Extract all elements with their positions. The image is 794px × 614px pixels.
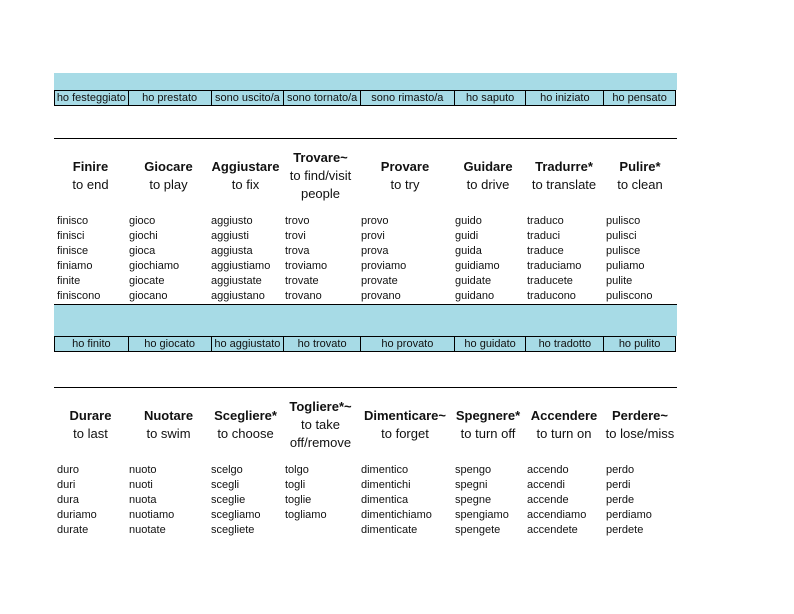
past-row-2 (54, 336, 676, 352)
conjugation-form: spegne (455, 494, 492, 506)
conjugation-form: spengiamo (455, 509, 509, 521)
translation: to translate (531, 177, 597, 192)
divider (54, 387, 677, 388)
past-cell: ho trovato (283, 337, 360, 351)
verb-header-nuotare (127, 407, 210, 443)
conjugation-form: aggiusto (211, 215, 253, 227)
past-cell: ho tradotto (525, 337, 603, 351)
conjugation-form: accendiamo (527, 509, 587, 521)
conjugation-list (57, 214, 100, 304)
past-cell: ho aggiustato (211, 337, 284, 351)
conjugation-form: guida (455, 245, 482, 257)
conjugation-form: duro (57, 464, 80, 476)
infinitive: Pulire* (619, 159, 661, 174)
conjugation-form: trova (285, 245, 310, 257)
past-cell: ho finito (72, 338, 111, 350)
conjugation-form: accendete (527, 524, 578, 536)
conjugation-form: trovo (285, 215, 310, 227)
conjugation-list (57, 463, 97, 538)
verb-header-provare (358, 158, 452, 194)
conjugation-form: duriamo (57, 509, 97, 521)
conjugation-form: pulisce (606, 245, 641, 257)
verb-header-dimenticare (358, 407, 452, 443)
past-cell: ho saputo (454, 91, 526, 105)
past-cell: sono tornato/a (283, 91, 360, 105)
conjugation-form: trovate (285, 275, 319, 287)
verb-header-accendere (524, 407, 604, 443)
conjugation-form: gioca (129, 245, 156, 257)
translation: to clean (617, 177, 663, 192)
verb-header-giocare (127, 158, 210, 194)
infinitive: Perdere~ (611, 408, 668, 423)
infinitive: Scegliere* (214, 408, 277, 423)
conjugation-form: aggiustiamo (211, 260, 271, 272)
conjugation-form: gioco (129, 215, 156, 227)
conjugation-form: togli (285, 479, 306, 491)
conjugation-form: traduce (527, 245, 564, 257)
conjugation-form: dimentichi (361, 479, 411, 491)
verb-header-scegliere (207, 407, 284, 443)
conjugation-list (455, 463, 509, 538)
conjugation-form: scegliamo (211, 509, 261, 521)
conjugation-form: puliamo (606, 260, 645, 272)
infinitive: Trovare~ (293, 150, 348, 165)
conjugation-form: perdiamo (606, 509, 652, 521)
conjugation-form: guidi (455, 230, 479, 242)
verb-header-togliere (281, 398, 360, 452)
conjugation-form: perdete (606, 524, 644, 536)
conjugation-form: pulisco (606, 215, 641, 227)
conjugation-form: nuoto (129, 464, 157, 476)
past-cell: ho giocato (128, 337, 211, 351)
conjugation-form: tolgo (285, 464, 309, 476)
conjugation-form: provano (361, 290, 401, 302)
translation: to take off/remove (289, 417, 352, 450)
translation: to find/visit people (289, 168, 352, 201)
infinitive: Togliere*~ (289, 399, 352, 414)
conjugation-list (527, 214, 581, 304)
verb-header-perdere (602, 407, 678, 443)
conjugation-form: finisce (57, 245, 89, 257)
conjugation-list (285, 463, 327, 523)
translation: to drive (466, 177, 510, 192)
infinitive: Accendere (530, 408, 598, 423)
conjugation-form: finite (57, 275, 81, 287)
conjugation-form: perdi (606, 479, 631, 491)
conjugation-form: provate (361, 275, 398, 287)
conjugation-form: sceglie (211, 494, 246, 506)
conjugation-form: traduciamo (527, 260, 582, 272)
divider (54, 138, 677, 139)
conjugation-form: aggiustate (211, 275, 262, 287)
translation: to last (73, 426, 108, 441)
past-cell: ho festeggiato (56, 92, 126, 104)
past-row-1 (54, 90, 676, 106)
conjugation-list (606, 463, 652, 538)
conjugation-list (527, 463, 586, 538)
conjugation-form: spegni (455, 479, 488, 491)
translation: to turn off (460, 426, 516, 441)
conjugation-form: scelgo (211, 464, 243, 476)
infinitive: Aggiustare (211, 159, 280, 174)
conjugation-form: guidiamo (455, 260, 500, 272)
translation: to turn on (536, 426, 592, 441)
conjugation-form: spengete (455, 524, 501, 536)
translation: to choose (217, 426, 274, 441)
translation: to lose/miss (605, 426, 675, 441)
conjugation-form: finisci (57, 230, 85, 242)
infinitive: Nuotare (143, 408, 194, 423)
verb-header-trovare (283, 149, 358, 203)
conjugation-form: toglie (285, 494, 312, 506)
verb-header-durare (54, 407, 127, 443)
conjugation-form: accendo (527, 464, 569, 476)
past-cell: ho guidato (454, 337, 526, 351)
past-cell: ho pulito (603, 337, 675, 351)
infinitive: Tradurre* (535, 159, 593, 174)
conjugation-form: giochiamo (129, 260, 180, 272)
past-cell: ho prestato (128, 91, 211, 105)
conjugation-list (606, 214, 652, 304)
conjugation-form: dimentico (361, 464, 409, 476)
conjugation-form: nuotate (129, 524, 166, 536)
conjugation-form: accendi (527, 479, 565, 491)
conjugation-form: provo (361, 215, 389, 227)
conjugation-form: scegliete (211, 524, 255, 536)
conjugation-form: prova (361, 245, 389, 257)
translation: to play (149, 177, 188, 192)
conjugation-form: scegli (211, 479, 240, 491)
conjugation-form: nuotiamo (129, 509, 175, 521)
conjugation-form: nuota (129, 494, 157, 506)
infinitive: Dimenticare~ (363, 408, 446, 423)
conjugation-form: trovi (285, 230, 306, 242)
conjugation-form: guidano (455, 290, 495, 302)
conjugation-form: finiamo (57, 260, 93, 272)
top-band (54, 73, 677, 90)
conjugation-form: giocano (129, 290, 168, 302)
past-cell: sono uscito/a (211, 91, 284, 105)
past-cell: ho iniziato (525, 91, 603, 105)
conjugation-form: durate (57, 524, 89, 536)
conjugation-form: aggiusti (211, 230, 249, 242)
conjugation-form: dimentichiamo (361, 509, 432, 521)
conjugation-form: traducono (527, 290, 576, 302)
conjugation-form: trovano (285, 290, 322, 302)
conjugation-list (361, 214, 406, 304)
conjugation-form: guido (455, 215, 482, 227)
verb-header-tradurre (524, 158, 604, 194)
translation: to end (72, 177, 109, 192)
infinitive: Spegnere* (455, 408, 521, 423)
conjugation-form: togliamo (285, 509, 327, 521)
past-cell: sono rimasto/a (360, 91, 454, 105)
verb-header-finire (54, 158, 127, 194)
infinitive: Durare (69, 408, 112, 423)
translation: to try (390, 177, 420, 192)
conjugation-form: traduco (527, 215, 564, 227)
verb-header-spegnere (451, 407, 525, 443)
conjugation-form: traducete (527, 275, 573, 287)
conjugation-form: dura (57, 494, 80, 506)
conjugation-form: troviamo (285, 260, 328, 272)
conjugation-form: proviamo (361, 260, 407, 272)
translation: to swim (146, 426, 191, 441)
conjugation-form: guidate (455, 275, 492, 287)
conjugation-form: pulisci (606, 230, 637, 242)
conjugation-form: accende (527, 494, 569, 506)
past-cell: ho pensato (603, 91, 675, 105)
infinitive: Giocare (144, 159, 193, 174)
conjugation-list (455, 214, 500, 304)
infinitive: Guidare (463, 159, 513, 174)
conjugation-form: provi (361, 230, 385, 242)
conjugation-list (361, 463, 432, 538)
conjugation-form: dimenticate (361, 524, 418, 536)
conjugation-list (285, 214, 327, 304)
conjugation-form: giocate (129, 275, 165, 287)
conjugation-form: traduci (527, 230, 561, 242)
infinitive: Provare (380, 159, 430, 174)
conjugation-form: perde (606, 494, 635, 506)
conjugation-form: spengo (455, 464, 492, 476)
conjugation-form: finisco (57, 215, 89, 227)
conjugation-form: pulite (606, 275, 633, 287)
verb-header-guidare (452, 158, 524, 194)
conjugation-form: aggiustano (211, 290, 265, 302)
translation: to fix (231, 177, 260, 192)
translation: to forget (381, 426, 429, 441)
conjugation-form: finiscono (57, 290, 101, 302)
conjugation-form: giochi (129, 230, 158, 242)
conjugation-form: puliscono (606, 290, 653, 302)
conjugation-form: dimentica (361, 494, 409, 506)
conjugation-list (211, 214, 270, 304)
middle-band (54, 305, 677, 336)
conjugation-list (129, 463, 174, 538)
conjugation-list (211, 463, 261, 538)
infinitive: Finire (72, 159, 109, 174)
verb-header-pulire (604, 158, 676, 194)
past-cell: ho provato (360, 337, 454, 351)
conjugation-form: perdo (606, 464, 635, 476)
conjugation-form: aggiusta (211, 245, 253, 257)
conjugation-form: duri (57, 479, 76, 491)
conjugation-list (129, 214, 179, 304)
verb-header-aggiustare (207, 158, 284, 194)
conjugation-form: nuoti (129, 479, 153, 491)
